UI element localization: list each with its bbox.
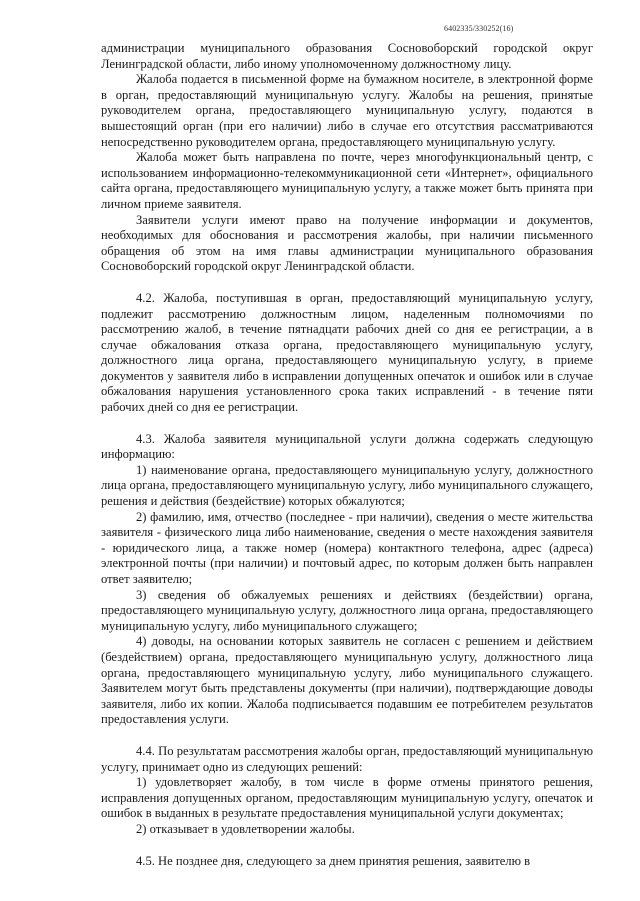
list-item-4: 4) доводы, на основании которых заявитель не согласен с решением и действием (бездействием) органа, предоставляющего муниципальную услугу, должностного лица органа, предоставляющего муниципальную услугу, либо муниципального служащего. Заявителем могут быть представлены документы (при наличии), подтверждающие доводы заявителя, либо их копии. Жалоба подписывается подавшим ее потребителем результатов предоставления услуги. [101,634,593,727]
list-item-2: 2) фамилию, имя, отчество (последнее - при наличии), сведения о месте жительства заявителя - физического лица либо наименование, сведения о месте нахождения заявителя - юридического лица, а также номер (номера) контактного телефона, адрес (адреса) электронной почты (при наличии) и почтовый адрес, по которым должен быть направлен ответ заявителю; [101,509,593,586]
section-gap [101,838,593,854]
section-gap [101,416,593,432]
paragraph-4-2: 4.2. Жалоба, поступившая в орган, предоставляющий муниципальную услугу, подлежит рассмотрению должностным лицом, наделенным полномочиями по рассмотрению жалоб, в течение пятнадцати рабочих дней со дня ее регистрации, а в случае обжалования отказа органа, предоставляющего муниципальную услугу, должностного лица органа, предоставляющего муниципальную услугу, в приеме документов у заявителя либо в исправлении допущенных опечаток и ошибок или в случае обжалования нарушения установленного срока таких исправлений - в течение пяти рабочих дней со дня ее регистрации. [101,290,593,415]
document-body [101,41,593,869]
list-item-3: 3) сведения об обжалуемых решениях и действиях (бездействии) органа, предоставляющего муниципальную услугу, должностного лица органа, предоставляющего муниципальную услугу, либо муниципального служащего; [101,587,593,633]
decision-item-2: 2) отказывает в удовлетворении жалобы. [136,821,355,836]
list-item-1: 1) наименование органа, предоставляющего муниципальную услугу, должностного лица органа, предоставляющего муниципальную услугу, либо муниципального служащего, решения и действия (бездействие) которых обжалуются; [101,462,593,509]
section-gap [101,728,593,744]
section-gap [101,275,593,291]
paragraph-4-3: 4.3. Жалоба заявителя муниципальной услуги должна содержать следующую информацию: [101,431,593,462]
paragraph-3: Жалоба может быть направлена по почте, через многофункциональный центр, с использованием информационно-телекоммуникационной сети «Интернет», официального сайта органа, предоставляющего муниципальную услугу, а также может быть принята при личном приеме заявителя. [101,150,593,211]
paragraph-2: Жалоба подается в письменной форме на бумажном носителе, в электронной форме в орган, предоставляющий муниципальную услугу. Жалобы на решения, принятые руководителем органа, предоставляющего муниципальную услугу, подаются в вышестоящий орган (при его наличии) либо в случае его отсутствия рассматриваются непосредственно руководителем органа, предоставляющего муниципальную услугу. [101,72,593,149]
paragraph-4: Заявители услуги имеют право на получение информации и документов, необходимых для обоснования и рассмотрения жалобы, при наличии письменного обращения об этом на имя главы администрации муниципального образования Сосновоборский городской округ Ленинградской области. [101,212,593,274]
decision-item-1: 1) удовлетворяет жалобу, в том числе в форме отмены принятого решения, исправления допущенных органом, предоставляющим муниципальную услугу, опечаток и ошибок в выданных в результате предоставления муниципальной услуги документах; [101,775,593,821]
document-id: 6402335/330252(16) [444,24,514,33]
paragraph-1: администрации муниципального образования Сосновоборский городской округ Ленинградской области, либо иному уполномоченному должностному лицу. [101,41,593,71]
paragraph-4-4: 4.4. По результатам рассмотрения жалобы орган, предоставляющий муниципальную услугу, принимает одно из следующих решений: [101,743,593,774]
paragraph-4-5: 4.5. Не позднее дня, следующего за днем принятия решения, заявителю в [136,853,531,868]
